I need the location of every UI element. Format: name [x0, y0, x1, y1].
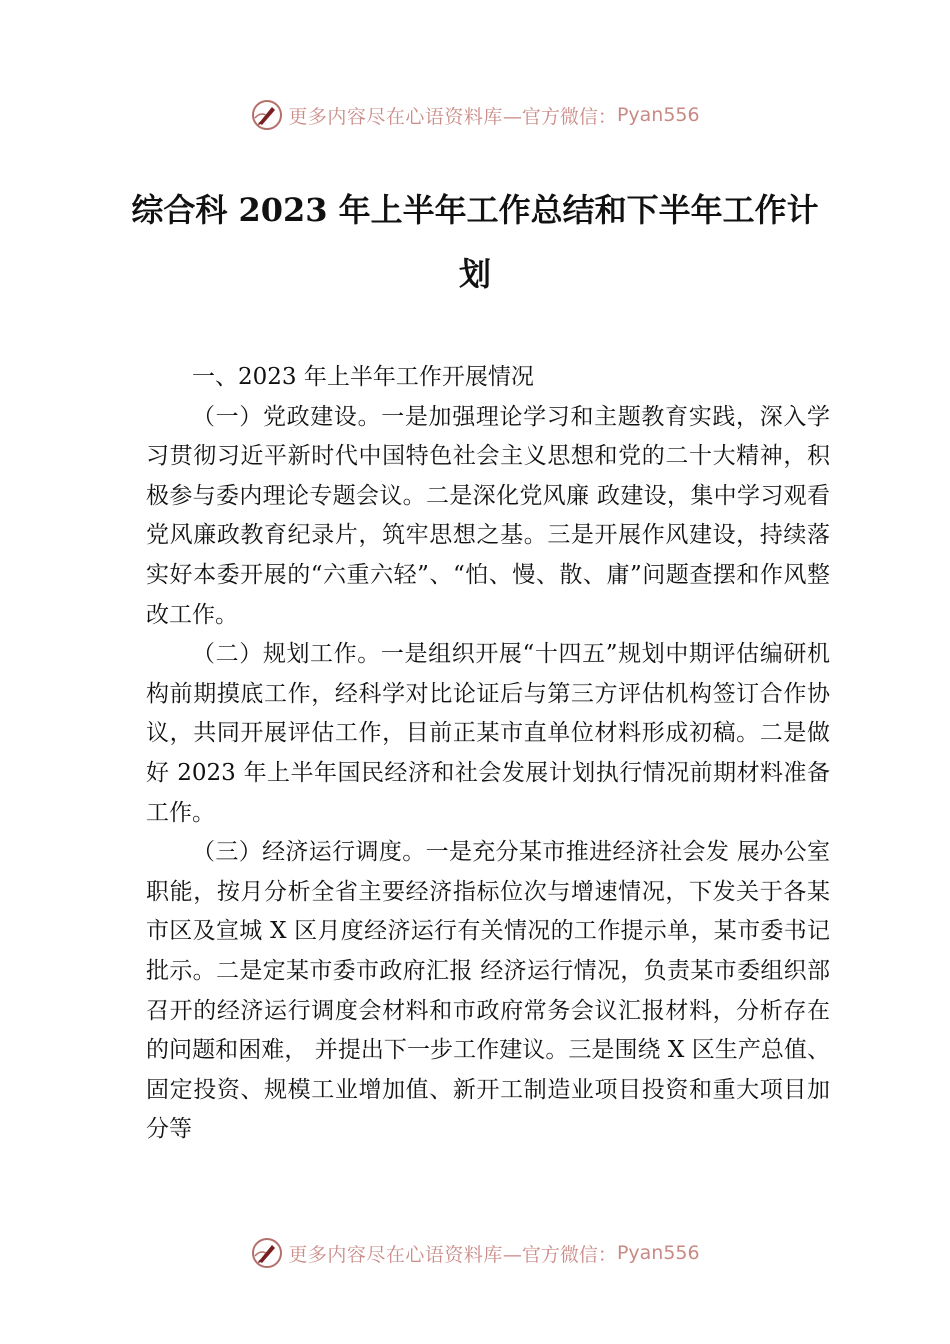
- paragraph-economic-operation: （三）经济运行调度。一是充分某市推进经济社会发 展办公室职能，按月分析全省主要经济指标位次与增速情况，下发关于各某市区及宣城 X 区月度经济运行有关情况的工作提示单，某市委书记批示。二是定某市委市政府汇报 经济运行情况，负责某市委组织部召开的经济运行调度会材料和市政府常务会议汇报材料，分析存在的问题和困难， 并提出下一步工作建议。三是围绕 X 区生产总值、固定投资、规模工业增加值、新开工制造业项目投资和重大项目加分等: [146, 839, 830, 1143]
- footer-banner: [0, 1233, 950, 1273]
- banner-text: 更多内容尽在心语资料库: [288, 105, 503, 128]
- paragraph-planning-work: （二）规划工作。一是组织开展“十四五”规划中期评估编研机构前期摸底工作，经科学对比论证后与第三方评估机构签订合作协议，共同开展评估工作，目前正某市直单位材料形成初稿。二是做好 2023 年上半年国民经济和社会发展计划执行情况前期材料准备工作。: [146, 641, 830, 826]
- pen-circle-logo-icon: [250, 98, 284, 132]
- banner-separator: —官方微信：: [502, 105, 617, 128]
- paragraph-party-building: （一）党政建设。一是加强理论学习和主题教育实践，深入学习贯彻习近平新时代中国特色社会主义思想和党的二十大精神，积极参与委内理论专题会议。二是深化党风廉 政建设，集中学习观看党风廉政教育纪录片，筑牢思想之基。三是开展作风建设，持续落实好本委开展的“六重六轻”、“怕、慢、散、庸”问题查摆和作风整改工作。: [146, 403, 830, 628]
- banner-separator: —官方微信：: [502, 1243, 617, 1266]
- banner-text: 更多内容尽在心语资料库: [288, 1243, 503, 1266]
- header-banner: [0, 95, 950, 135]
- document-title: 综合科 2023 年上半年工作总结和下半年工作计划: [131, 191, 819, 293]
- section-heading: 一、2023 年上半年工作开展情况: [192, 364, 534, 390]
- banner-wechat-id: Pyan556: [616, 104, 700, 126]
- document-body: [146, 358, 830, 1150]
- pen-circle-logo-icon: [250, 1236, 284, 1270]
- banner-wechat-id: Pyan556: [616, 1242, 700, 1264]
